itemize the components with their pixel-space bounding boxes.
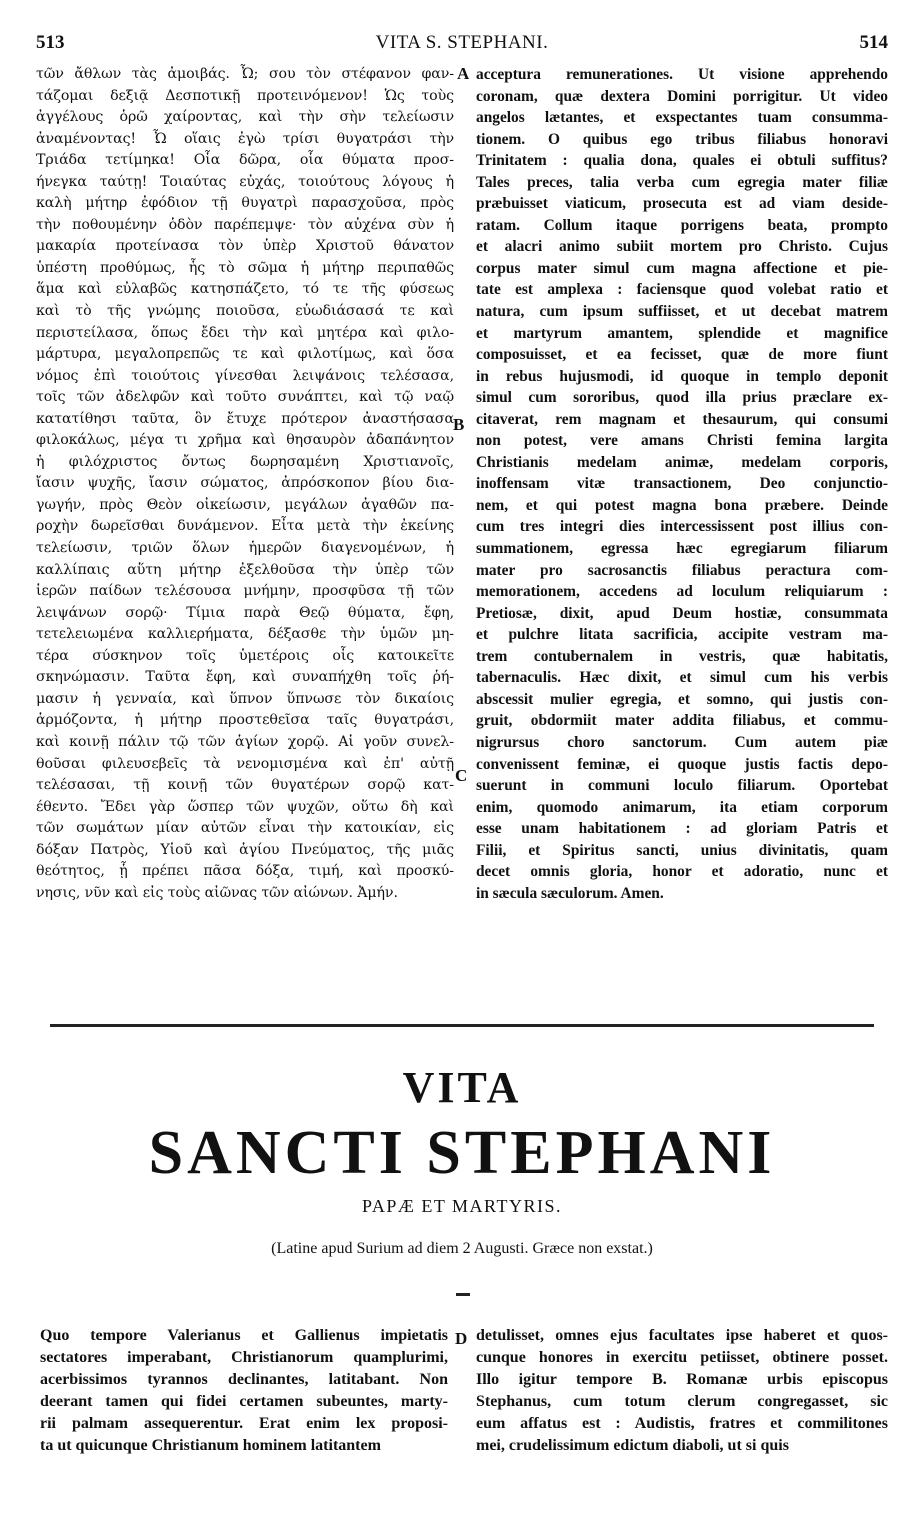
greek-text-line: τῶν σωμάτων μίαν αὐτῶν εἶναι τὴν κατοικίαν, εἰς [36,820,454,837]
ornament-dash [456,1293,470,1296]
greek-text-line: τελέσασαι, τῇ κοινῇ τῶν θυγατέρων σορῷ κατ- [36,777,454,794]
latin-text-line: rii palmam assequerentur. Erat enim lex proposi- [40,1415,448,1432]
margin-marker-a: A [457,64,470,83]
greek-text-line: ὑπέστη προθύμως, ἧς τὸ σῶμα ἡ μήτηρ περιπαθῶς [36,259,454,276]
greek-text-line: τῶν ἄθλων τὰς ἀμοιβάς. Ὦ; σου τὸν στέφανον φαν- [36,66,454,82]
latin-text-line: detulisset, omnes ejus facultates ipse haberet et quos- [476,1327,888,1344]
greek-text-line: θοῦσαι φιλευσεβεῖς τὰ νενομισμένα καὶ ἐπ' αὐτῇ [36,755,454,772]
latin-text-line: Pretiosæ, dixit, apud Deum hostiæ, consummata [476,604,888,622]
latin-text-line: Tales preces, talia verba cum egregia mater filiæ [476,173,888,191]
greek-text-line: νησις, νῦν καὶ εἰς τοὺς αἰῶνας τῶν αἰώνων. Ἀμήν. [36,884,398,901]
greek-text-line: ήνεγκα ταύτῃ! Τοιαύτας εὐχάς, τοιούτους λόγους ἡ [36,173,454,190]
latin-text-line: summationem, egressa hæc egregiarum filiarum [476,540,888,558]
latin-column-bottom-right [476,1325,888,1457]
section-heading-vita: VITA [402,1063,522,1112]
latin-column-bottom-left [40,1325,448,1457]
latin-text-line: Filii, et Spiritus sancti, unius divinitatis, quam [476,841,888,859]
greek-text-line: μακαρία προτείνασα τὸν ὑπὲρ Χριστοῦ θάνατον [36,238,454,255]
latin-text-line: nigrursus choro sanctorum. Cum autem piæ [476,733,888,751]
latin-text-line: cunque honores in exercitu petiisset, obtinere posset. [476,1349,888,1366]
greek-text-line: καλλίπαις αὕτη μήτηρ ἐξελθοῦσα τὴν ὑπὲρ τῶν [36,561,454,578]
greek-text-line: γωγήν, πρὸς Θεὸν οἰκείωσιν, μεγάλων ἀγαθῶν πα- [36,496,454,513]
latin-text-line: esse unam habitationem : ad gloriam Patris et [476,820,888,838]
latin-text-line: sectatores imperabant, Christianorum quamplurimi, [40,1349,448,1366]
greek-text-line: έθεντο. Ἔδει γὰρ ὥσπερ τῶν ψυχῶν, οὕτω δὴ καὶ [36,798,454,815]
greek-text-line: λειψάνων σορῷ· Τίμια παρὰ Θεῷ θύματα, ἔφη, [36,604,454,621]
greek-text-line: ἴασιν ψυχῆς, ἴασιν σώματος, ἀπρόσκοπον βίου δια- [36,475,454,492]
latin-text-line: Christianis medelam animæ, medelam corporis, [476,453,888,471]
greek-text-line: μασιν ἡ γενναία, καὶ ὕπνον ὕπνωσε τὸν δικαίοις [36,690,454,707]
greek-text-line: ἀγγέλους ὁρῶ χαίροντας, καὶ τὴν σὴν τελείωσιν [36,109,454,126]
latin-text-line: angelos lætantes, et exspectantes tuam consumma- [476,109,888,127]
latin-text-line: corpus mater simul cum magna affectione et pie- [476,259,888,277]
latin-text-line: trem contubernalem in vestris, quæ habitatis, [476,647,888,665]
latin-text-line: non potest, vere amans Christi femina largita [476,432,888,450]
latin-text-line: mei, crudelissimum edictum diaboli, ut si quis [476,1437,789,1454]
latin-text-line: tate est amplexa : faciensque quod volebat ratio et [476,281,888,299]
greek-text-line: ροχὴν δωρεῖσθαι δυνάμενον. Εἶτα μετὰ τὴν ἐκείνης [36,518,454,535]
latin-text-line: suerunt in communi loculo filiarum. Oportebat [476,777,888,795]
greek-text-line: τὴν ποθουμένην ὁδὸν παρέπεμψε· τὸν αὐχένα σὺν ἡ [36,216,454,233]
latin-text-line: mater pro sacrosanctis filiabus peractura com- [476,561,888,579]
latin-text-line: acceptura remunerationes. Ut visione apprehendo [476,66,888,83]
latin-text-line: citaverat, rem magnam et thesaurum, qui consumi [476,410,888,428]
latin-text-line: et alacri animo subiit mortem pro Christo. Cujus [476,238,888,256]
greek-text-line: ἁρμόζοντα, ἡ μήτηρ προστεθεῖσα ταῖς θυγατράσι, [36,712,454,729]
page-number-right: 514 [859,32,888,53]
greek-text-line: σκηνώμασιν. Ταῦτα ἔφη, καὶ συναπήχθη τοῖς ῥή- [36,669,454,686]
latin-text-line: nem, et qui potest magna bona præbere. Deinde [476,496,888,514]
greek-text-line: ἅμα καὶ εὐλαβῶς κατησπάζετο, τό τε τῆς φύσεως [36,281,454,298]
latin-text-line: tabernaculis. Hæc dixit, et simul cum his verbis [476,669,888,687]
greek-text-line: Τριάδα τετίμηκα! Οἷα δῶρα, οἷα θύματα προσ- [36,152,454,169]
latin-text-line: ratam. Collum itaque porrigens beata, prompto [476,216,888,234]
latin-text-line: natura, cum ipsum suffiisset, et ut decebat matrem [476,303,888,321]
greek-text-line: ἡ φιλόχριστος ὄντως δωρησαμένη Χριστιανοῖς, [36,453,454,470]
margin-marker-d: D [455,1329,468,1348]
greek-text-line: καὶ τὸ τῆς γνώμης ποιοῦσα, εὐωδιάσασά τε καὶ [36,303,454,320]
latin-text-line: et martyrum amantem, splendide et magnifice [476,324,888,342]
latin-text-line: enim, quomodo animarum, ita etiam corporum [476,798,888,816]
latin-text-line: Illo igitur tempore B. Romanæ urbis episcopus [476,1371,888,1388]
latin-text-line: inoffensam vitæ transactionem, Deo conjunctio- [476,475,888,493]
latin-text-line: eum affatus est : Audistis, fratres et commilitones [476,1415,888,1432]
running-header [36,32,888,58]
latin-text-line: gruit, obdormiit mater addita filiabus, et commu- [476,712,888,730]
latin-text-line: convenissent feminæ, ei quoque justis factis depo- [476,755,888,773]
latin-text-line: cum tres integri dies intercessissent post illius con- [476,518,888,536]
greek-text-line: μάρτυρα, μεγαλοπρεπῶς τε καὶ φιλοτίμως, καὶ ὅσα [36,346,454,363]
latin-text-line: ta ut quicunque Christianum hominem latitantem [40,1437,381,1454]
margin-marker-b: B [453,415,465,434]
latin-text-line: tionem. O quibus ego tribus filiabus honoravi [476,130,888,148]
greek-column [36,64,454,904]
greek-text-line: τετελειωμένα καλλιερήματα, δέξασθε τὴν ὑμῶν μη- [36,626,454,643]
latin-column-top [476,64,888,904]
margin-marker-c: C [455,766,468,785]
greek-text-line: καὶ κοινῇ πάλιν τῷ τῶν ἁγίων χορῷ. Αἱ γοῦν συνελ- [36,733,454,750]
latin-text-line: Quo tempore Valerianus et Gallienus impietatis [40,1327,448,1344]
page-number-left: 513 [36,32,65,53]
latin-text-line: et pulchre litata sacrificia, accipite vestram ma- [476,626,888,644]
greek-text-line: φιλοκάλως, μέγα τι χρῆμα καὶ θησαυρὸν ἀδαπάνητον [36,432,454,449]
latin-text-line: deerant tamen qui fidei certamen subeuntes, marty- [40,1393,448,1410]
latin-text-line: Trinitatem : qualia dona, quales ei obtuli suffitus? [476,152,888,170]
greek-text-line: ἀναμένοντας! Ὦ οἵαις ἐγὼ τρίσι θυγατράσι τὴν [36,130,454,147]
greek-text-line: τοῖς τῶν ἀδελφῶν καὶ τοῦτο συνάπτει, καὶ τῷ ναῷ [36,389,454,406]
latin-text-line: composuisset, et ea fecisset, quæ de more fiunt [476,346,888,364]
latin-text-line: decet omnis gloria, honor et adoratio, nunc et [476,863,888,881]
greek-text-line: θεότητος, ᾗ πρέπει πᾶσα δόξα, τιμή, καὶ προσκύ- [36,863,454,880]
latin-text-line: acerbissimos tyrannos declinantes, latitabant. Non [40,1371,448,1388]
greek-text-line: τελείωσιν, τριῶν ὅλων ἡμερῶν διαγενομένων, ἡ [36,540,454,557]
greek-text-line: καλὴ μήτηρ ἐφόδιον τῇ θυγατρὶ παρασχοῦσα, πρὸς [36,195,454,212]
section-source-note: (Latine apud Surium ad diem 2 Augusti. Græce non exstat.) [271,1240,653,1257]
section-divider [50,1024,874,1027]
latin-text-line: simul cum sororibus, quod illa prius præclare ex- [476,389,888,407]
greek-text-line: τάζομαι δεξιᾷ Δεσποτικῇ προτεινόμενον! Ὡς τοὺς [36,87,454,104]
running-title: VITA S. STEPHANI. [375,32,549,53]
greek-text-line: ἱερῶν παίδων τελέσουσα μνήμην, προσφῦσα τῇ τῶν [36,583,454,600]
latin-text-line: in sæcula sæculorum. Amen. [476,884,664,902]
greek-text-line: νόμος ἐπὶ τοιούτοις γίνεσθαι λειψάνοις τελέσασα, [36,367,454,384]
latin-text-line: in rebus hujusmodi, id quoque in templo deponit [476,367,888,385]
latin-text-line: coronam, quæ dextera Domini porrigitur. Ut video [476,87,888,105]
section-subtitle: PAPÆ ET MARTYRIS. [362,1196,562,1216]
greek-text-line: δόξαν Πατρὸς, Υἱοῦ καὶ ἁγίου Πνεύματος, τῆς μιᾶς [36,841,454,858]
latin-text-line: Stephanus, cum totum clerum congregasset, sic [476,1393,888,1410]
greek-text-line: περιστείλασα, ὅπως ἔδει τὴν καὶ μητέρα καὶ φιλο- [36,324,454,341]
latin-text-line: præbuisset viaticum, prosecuta est ad viam deside- [476,195,888,213]
latin-text-line: abscessit mulier egregia, et somno, qui justis con- [476,690,888,708]
latin-text-line: memorationem, accedens ad loculum reliquiarum : [476,583,888,601]
greek-text-line: τέρα σύσκηνον τοῖς ὑμετέροις οἷς κατοικεῖτε [36,647,454,664]
greek-text-line: κατατίθησι ταῦτα, ὃν ἔτυχε πρότερον ἀναστήσασα [36,410,454,427]
section-heading-title: SANCTI STEPHANI [148,1119,776,1187]
